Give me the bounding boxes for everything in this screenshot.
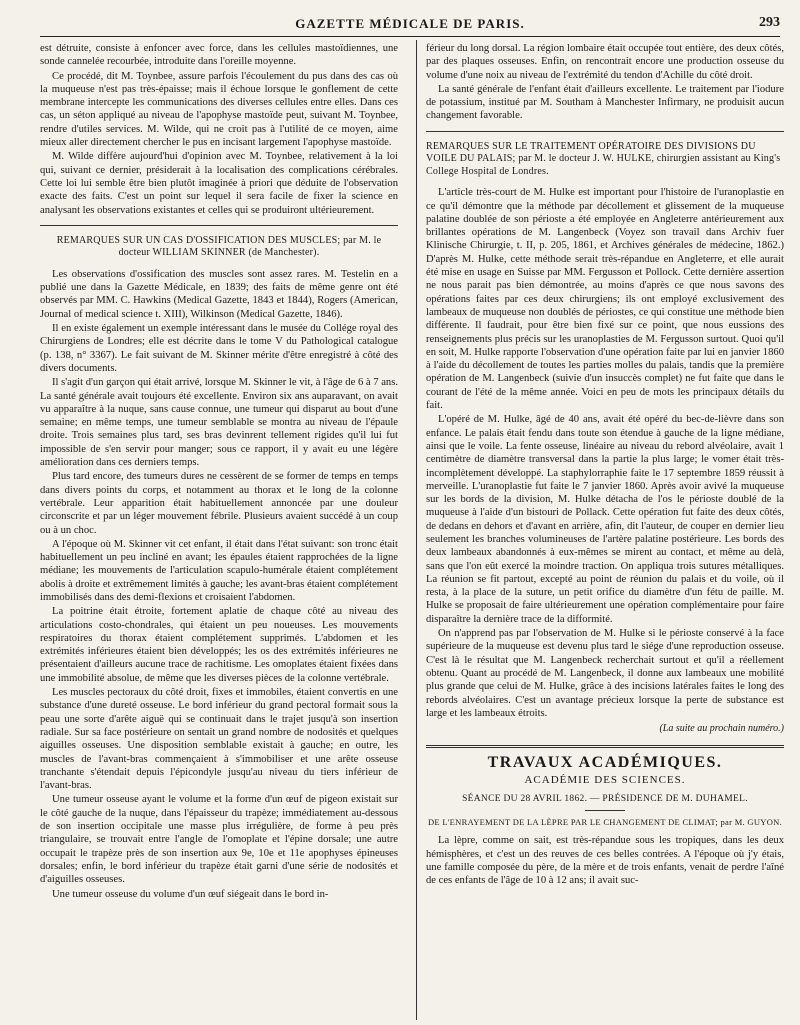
paragraph: Les observations d'ossification des muscles sont assez rares. M. Testelin en a publié une dans la Gazette Médicale, en 1839; des faits de même genre ont été observés par MM. C. Hawkins (Medical Gazette, 1843 et 1844), Rogers (American, Journal of medical science t. XIII), Wilkinson (Medical Gazette, 1846). bbox=[40, 268, 398, 320]
paragraph: La santé générale de l'enfant était d'ailleurs excellente. Le traitement par l'iodure de potassium, institué par M. Southam à Manchester Infirmary, ne produisit aucun changement favorable. bbox=[426, 83, 784, 122]
paragraph: On n'apprend pas par l'observation de M. Hulke si le périoste conservé à la face supérieure de la muqueuse est devenu plus tard le siége d'une reproduction osseuse. C'est là le résultat que M. Langenbeck recherchait surtout et qu'il a réellement obtenu. Quant au procédé de M. Langenbeck, il donne aux lambeaux une mobilité plus grande que celui de M. Hulke, grâce à des incisions latérales faites le long des rebords alvéolaires. C'est un avantage précieux lorsque la perte de substance est large et les lambeaux étroits. bbox=[426, 628, 784, 719]
article-separator bbox=[426, 131, 784, 132]
paragraph: Une tumeur osseuse du volume d'un œuf siégeait dans le bord in- bbox=[52, 888, 329, 900]
page-header bbox=[40, 14, 780, 37]
section-heading: TRAVAUX ACADÉMIQUES. bbox=[487, 754, 723, 772]
paragraph: La poitrine était étroite, fortement aplatie de chaque côté au niveau des articulations costo-chondrales, qui étaient un peu noueuses. Les mouvements respiratoires du thorax étaient complétement supprimés. L'abdomen et les extrémités inférieures étaient bien développés; les os des extrémités inférieures ne présentaient d'ailleurs aucune trace de rachitisme. Les omoplates étaient fixées dans une immobilité absolue, de même que les diverses pièces de la colonne vertébrale. bbox=[40, 606, 398, 684]
article-title: REMARQUES SUR UN CAS D'OSSIFICATION DES MUSCLES; par M. le docteur WILLIAM SKINNER (de Manchester). bbox=[56, 234, 382, 259]
journal-title: GAZETTE MÉDICALE DE PARIS. bbox=[295, 16, 525, 31]
paragraph: Il s'agit d'un garçon qui était arrivé, lorsque M. Skinner le vit, à l'âge de 6 à 7 ans. La santé générale avait toujours été excellente. Environ six ans auparavant, on avait vu apparaître à la nuque, sans cause connue, une tumeur qui disparut au bout d'une semaine; en même temps, une tumeur semblable se montra au niveau de l'épaule droite. Trois semaines plus tard, ses bras devinrent tellement rigides qu'il lui fut impossible de s'en servir pour manger; sous ce rapport, il y avait eu une légère amélioration dans ces derniers temps. bbox=[40, 377, 398, 469]
short-rule bbox=[585, 810, 625, 811]
paragraph: férieur du long dorsal. La région lombaire était occupée tout entière, des deux côtés, par des plaques osseuses. Enfin, on rencontrait encore une production osseuse du volume d'une noix au niveau de l'extrémité du tendon d'Achille du côté droit. bbox=[426, 43, 784, 81]
left-column bbox=[40, 42, 398, 1017]
paper-title: DE L'ENRAYEMENT DE LA LÈPRE PAR LE CHANGEMENT DE CLIMAT; par M. GUYON. bbox=[427, 817, 783, 828]
paragraph: Une tumeur osseuse ayant le volume et la forme d'un œuf de pigeon existait sur le côté gauche de la nuque, dans l'épaisseur du trapèze; immédiatement au-dessous de son insertion occipitale une masse plus irrégulière, de forme à peu près triangulaire, se trouvait entre l'angle de l'omoplate et l'épine dorsale; une autre occupait le trapèze près de son insertion aux 9e, 10e et 11e apophyses épineuses dorsales; enfin, le bord inférieur du trapèze était garni d'une série de nodosités et d'aiguilles osseuses. bbox=[40, 794, 398, 886]
paragraph: L'article très-court de M. Hulke est important pour l'histoire de l'uranoplastie en ce qu'il démontre que la méthode par décollement et glissement de la muqueuse palatine doublée de son périoste a été employée en Angleterre antérieurement aux brillantes opérations de M. Langenbeck (Voyez son travail dans Archiv fuer Klinische Chirurgie, t. II, p. 205, 1861, et Archives générales de médecine, 1862.) D'après M. Hulke, cette méthode serait très-répandue en Angleterre, et elle aurait été mise en usage en Suisse par MM. Fergusson et Pollock. Cette dernière assertion ne nous parait pas bien démontrée, au moins d'après ce que nous savons des opérations faites par ces deux chirurgiens; ils ont employé exclusivement des lambeaux de muqueuse non doublés de périostes, ce qui constitue une méthode bien différente. Il faudrait, pour être bien fixé sur ce point, que nous eussions des renseignements plus précis sur les uranoplasties de M. Fergusson surtout. Quoi qu'il en soit, M. Hulke rapporte l'observation d'une opération faite par lui en janvier 1860 à l'aide du décollement de toutes les parties molles du palais, tandis que la première opération de M. Langenbeck (suivie d'un insuccès complet) ne fut faite que dans le courant de l'été de la même année. Voici en peu de mots les principaux détails du fait. bbox=[426, 187, 784, 412]
right-column bbox=[426, 42, 784, 1017]
section-separator bbox=[426, 745, 784, 748]
paragraph: Plus tard encore, des tumeurs dures ne cessèrent de se former de temps en temps dans divers points du corps, et notamment au thorax et le long de la colonne vertébrale. Leur apparition était habituellement annoncée par une douleur circonscrite et par un léger mouvement fébrile. Plusieurs avaient succédé à un coup ou à un choc. bbox=[40, 471, 398, 536]
session-line: SÉANCE DU 28 AVRIL 1862. — PRÉSIDENCE DE M. DUHAMEL. bbox=[462, 794, 748, 805]
paragraph: Il en existe également un exemple intéressant dans le musée du Collége royal des Chirurgiens de Londres; elle est décrite dans le tome V du Pathological catalogue (p. 138, n° 3367). Le fait suivant de M. Skinner mérite d'être enregistré à côté des divers documents. bbox=[40, 323, 398, 374]
paragraph: L'opéré de M. Hulke, âgé de 40 ans, avait été opéré du bec-de-lièvre dans son enfance. Le palais était fendu dans toute son étendue à gauche de la ligne médiane, ainsi que le voile. La fente osseuse, linéaire au niveau du rebord alvéolaire, avait 1 centimètre de diamètre transversal dans la partie la plus large; le vomer était très-incomplètement développé. La staphylorraphie faite le 17 septembre 1859 réussit à merveille. L'uranoplastie fut faite le 7 janvier 1860. Après avoir avivé la muqueuse sur les bords de la division, M. Hulke détacha de l'os le périoste doublé de la muqueuse à l'aide d'un bistouri de Pollack. Cette opération fut faite des deux côtés, de dedans en dehors et d'avant en arrière, afin, dit l'auteur, de couper en dernier lieu seulement les branches volumineuses de l'artère palatine postérieure. Les bords des deux lambeaux abandonnés à eux-mêmes se mirent au contact, et même au delà, sans que l'on eût exercé la moindre traction. On appliqua trois sutures métalliques. La réunion se fit partout, excepté au point de réunion du palais et du voile, où il resta, à la place de la suture, un petit orifice du diamètre d'un fétu de paille. M. Hulke se proposait de faire ultérieurement une opération complémentaire pour faire disparaître la dernière trace de la difformité. bbox=[426, 414, 784, 625]
paragraph: Les muscles pectoraux du côté droit, fixes et immobiles, étaient convertis en une substance d'une dureté osseuse. Le bord inférieur du grand pectoral formait sous la peau une sorte d'arête aiguë qui se continuait dans le trajet jusqu'à son insertion radiale. Sur sa face postérieure on sentait un grand nombre de nodosités et quelques aiguilles osseuses. Une disposition semblable existait à gauche; en outre, les muscles de l'avant-bras commençaient à s'immobiliser et une arête osseuse tranchante s'étendait depuis l'épicondyle jusqu'au niveau du tiers inférieur de l'avant-bras. bbox=[40, 687, 398, 792]
paragraph: Ce procédé, dit M. Toynbee, assure parfois l'écoulement du pus dans des cas où la muqueuse n'est pas très-épaisse; mais il échoue lorsque le gonflement de cette membrane intercepte les communications des diverses cellules entre elles. Dans ces cas, un séton appliqué au niveau de l'apophyse mastoïde peut, suivant M. Toynbee, rendre d'utiles services. M. Wilde, qui ne croit pas à l'utilité de ce moyen, aime mieux aller directement chercher le pus en incisant largement l'apophyse mastoïde. bbox=[40, 70, 398, 149]
column-divider bbox=[416, 40, 417, 1020]
paragraph: est détruite, consiste à enfoncer avec force, dans les cellules mastoïdiennes, une sonde cannelée recourbée, introduite dans l'oreille moyenne. bbox=[40, 43, 398, 68]
paragraph: A l'époque où M. Skinner vit cet enfant, il était dans l'état suivant: son tronc était habituellement un peu incliné en avant; les épaules étaient rapprochées de la ligne médiane; les mouvements de l'articulation scapulo-humérale étaient complétement abolis à droite et extrêmement limités à gauche; les avant-bras étaient complétement immobilisés dans des demi-flexions et croisaient l'abdomen. bbox=[40, 538, 398, 603]
academy-heading: ACADÉMIE DES SCIENCES. bbox=[524, 773, 686, 786]
page-number: 293 bbox=[759, 15, 780, 30]
paragraph: M. Wilde diffère aujourd'hui d'opinion avec M. Toynbee, relativement à la loi qui, suivant ce dernier, présiderait à la localisation des complications cérébrales. Cette loi lui semble être bien plutôt imaginée à priori que déduite de l'observation exacte des faits. C'est un point sur lequel il sera facile de fixer la science en analysant les observations existantes et celles qui se produiront ultérieurement. bbox=[40, 151, 398, 216]
article-separator bbox=[40, 225, 398, 226]
paragraph: La lèpre, comme on sait, est très-répandue sous les tropiques, dans les deux hémisphères, et c'est un des reuves de ces belles contrées. A l'époque où j'y étais, une famille composée du père, de la mère et de trois enfants, venait de perdre l'aîné de ces enfants de l'âge de 10 à 12 ans; il avait suc- bbox=[426, 835, 784, 887]
continuation-note: (La suite au prochain numéro.) bbox=[659, 723, 784, 735]
article-title: REMARQUES SUR LE TRAITEMENT OPÉRATOIRE DES DIVISIONS DU VOILE DU PALAIS; par M. le docteur J. W. HULKE, chirurgien assistant au King's College Hospital de Londres. bbox=[426, 140, 781, 177]
